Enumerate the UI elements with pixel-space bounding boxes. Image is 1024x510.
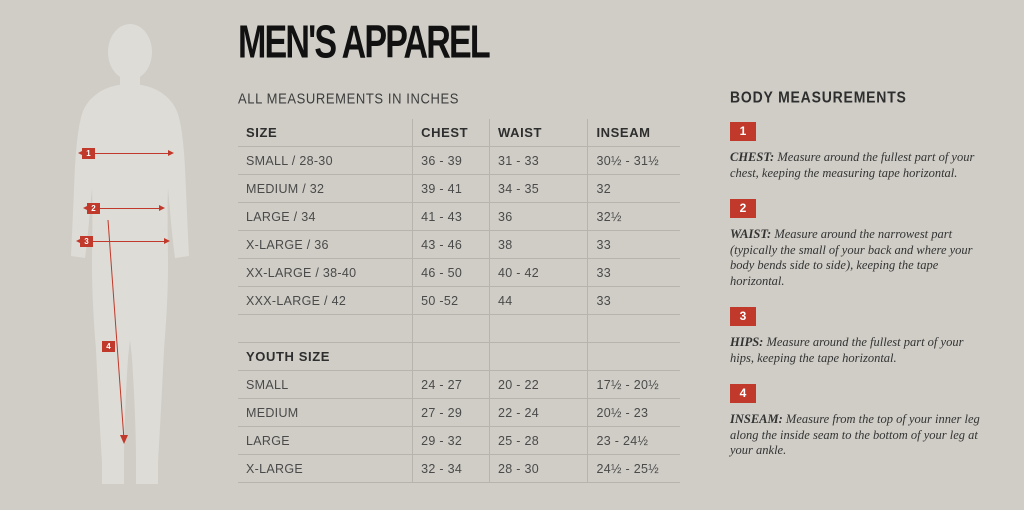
cell-chest: 46 - 50: [413, 259, 490, 287]
table-row: [238, 203, 680, 231]
cell-chest: 29 - 32: [413, 427, 490, 455]
body-measurement-desc-waist: Measure around the narrowest part (typically the small of your back and where your body bends side to side), keeping the tape horizontal.: [730, 227, 973, 288]
youth-header-row: [238, 343, 680, 371]
body-measurement-desc-inseam: Measure from the top of your inner leg along the inside seam to the bottom of your leg at your ankle.: [730, 412, 980, 457]
cell-size: X-LARGE / 36: [238, 231, 413, 259]
body-measurement-desc-hips: Measure around the fullest part of your hips, keeping the tape horizontal.: [730, 335, 964, 365]
table-row: [238, 147, 680, 175]
cell-chest: 27 - 29: [413, 399, 490, 427]
page-title: MEN'S APPAREL: [238, 16, 489, 68]
badge-2: 2: [730, 199, 756, 218]
measurements-unit-note: ALL MEASUREMENTS IN INCHES: [238, 90, 459, 107]
table-row: [238, 371, 680, 399]
body-measurements-panel: [730, 88, 986, 459]
table-row: [238, 175, 680, 203]
table-header-row: [238, 119, 680, 147]
table-row: [238, 287, 680, 315]
table-row: [238, 427, 680, 455]
cell-size: XX-LARGE / 38-40: [238, 259, 413, 287]
cell-chest: 36 - 39: [413, 147, 490, 175]
cell-inseam: 33: [588, 259, 680, 287]
cell-waist: 40 - 42: [489, 259, 588, 287]
cell-size: SMALL / 28-30: [238, 147, 413, 175]
cell-size: LARGE: [238, 427, 413, 455]
table-spacer-row: [238, 315, 680, 343]
cell-waist: 38: [489, 231, 588, 259]
body-measurement-term-waist: WAIST:: [730, 227, 772, 241]
cell-chest: 39 - 41: [413, 175, 490, 203]
body-measurement-term-chest: CHEST:: [730, 150, 775, 164]
cell-size: SMALL: [238, 371, 413, 399]
column-header-chest: CHEST: [413, 119, 490, 147]
cell-size: LARGE / 34: [238, 203, 413, 231]
cell-inseam: 23 - 24½: [588, 427, 680, 455]
cell-size: X-LARGE: [238, 455, 413, 483]
body-measurement-item-hips: [730, 307, 986, 366]
size-chart-table: [238, 119, 680, 483]
cell-size: XXX-LARGE / 42: [238, 287, 413, 315]
body-measurement-term-hips: HIPS:: [730, 335, 764, 349]
cell-waist: 44: [489, 287, 588, 315]
cell-inseam: 32: [588, 175, 680, 203]
body-figure: [40, 10, 220, 500]
badge-1: 1: [730, 122, 756, 141]
cell-chest: 50 -52: [413, 287, 490, 315]
figure-marker-1: 1: [82, 148, 95, 159]
table-row: [238, 231, 680, 259]
cell-inseam: 33: [588, 287, 680, 315]
cell-waist: 28 - 30: [489, 455, 588, 483]
body-measurement-term-inseam: INSEAM:: [730, 412, 783, 426]
body-measurement-text-inseam: [730, 412, 986, 459]
cell-chest: 43 - 46: [413, 231, 490, 259]
body-measurements-heading: BODY MEASUREMENTS: [730, 88, 907, 106]
body-measurement-text-chest: [730, 150, 986, 181]
column-header-inseam: INSEAM: [588, 119, 680, 147]
cell-size: MEDIUM / 32: [238, 175, 413, 203]
body-measurement-text-waist: [730, 227, 986, 289]
figure-marker-4: 4: [102, 341, 115, 352]
cell-inseam: 17½ - 20½: [588, 371, 680, 399]
body-measurement-desc-chest: Measure around the fullest part of your chest, keeping the measuring tape horizontal.: [730, 150, 975, 180]
cell-chest: 41 - 43: [413, 203, 490, 231]
body-measurement-item-inseam: [730, 384, 986, 459]
table-row: [238, 259, 680, 287]
figure-marker-3: 3: [80, 236, 93, 247]
cell-inseam: 32½: [588, 203, 680, 231]
cell-waist: 20 - 22: [489, 371, 588, 399]
column-header-size: SIZE: [238, 119, 413, 147]
cell-size: MEDIUM: [238, 399, 413, 427]
badge-3: 3: [730, 307, 756, 326]
cell-inseam: 30½ - 31½: [588, 147, 680, 175]
main-content: [238, 16, 688, 483]
cell-chest: 32 - 34: [413, 455, 490, 483]
cell-chest: 24 - 27: [413, 371, 490, 399]
cell-inseam: 24½ - 25½: [588, 455, 680, 483]
figure-marker-2: 2: [87, 203, 100, 214]
cell-waist: 25 - 28: [489, 427, 588, 455]
cell-waist: 22 - 24: [489, 399, 588, 427]
waist-arrow-right: [159, 205, 165, 211]
cell-waist: 31 - 33: [489, 147, 588, 175]
chest-arrow-right: [168, 150, 174, 156]
table-row: [238, 399, 680, 427]
inseam-measure-line: [82, 215, 202, 445]
body-measurement-text-hips: [730, 335, 986, 366]
body-measurement-item-chest: [730, 122, 986, 181]
column-header-youth-size: YOUTH SIZE: [238, 343, 413, 371]
cell-waist: 34 - 35: [489, 175, 588, 203]
column-header-waist: WAIST: [489, 119, 588, 147]
cell-inseam: 33: [588, 231, 680, 259]
badge-4: 4: [730, 384, 756, 403]
table-row: [238, 455, 680, 483]
body-measurement-item-waist: [730, 199, 986, 289]
cell-inseam: 20½ - 23: [588, 399, 680, 427]
cell-waist: 36: [489, 203, 588, 231]
